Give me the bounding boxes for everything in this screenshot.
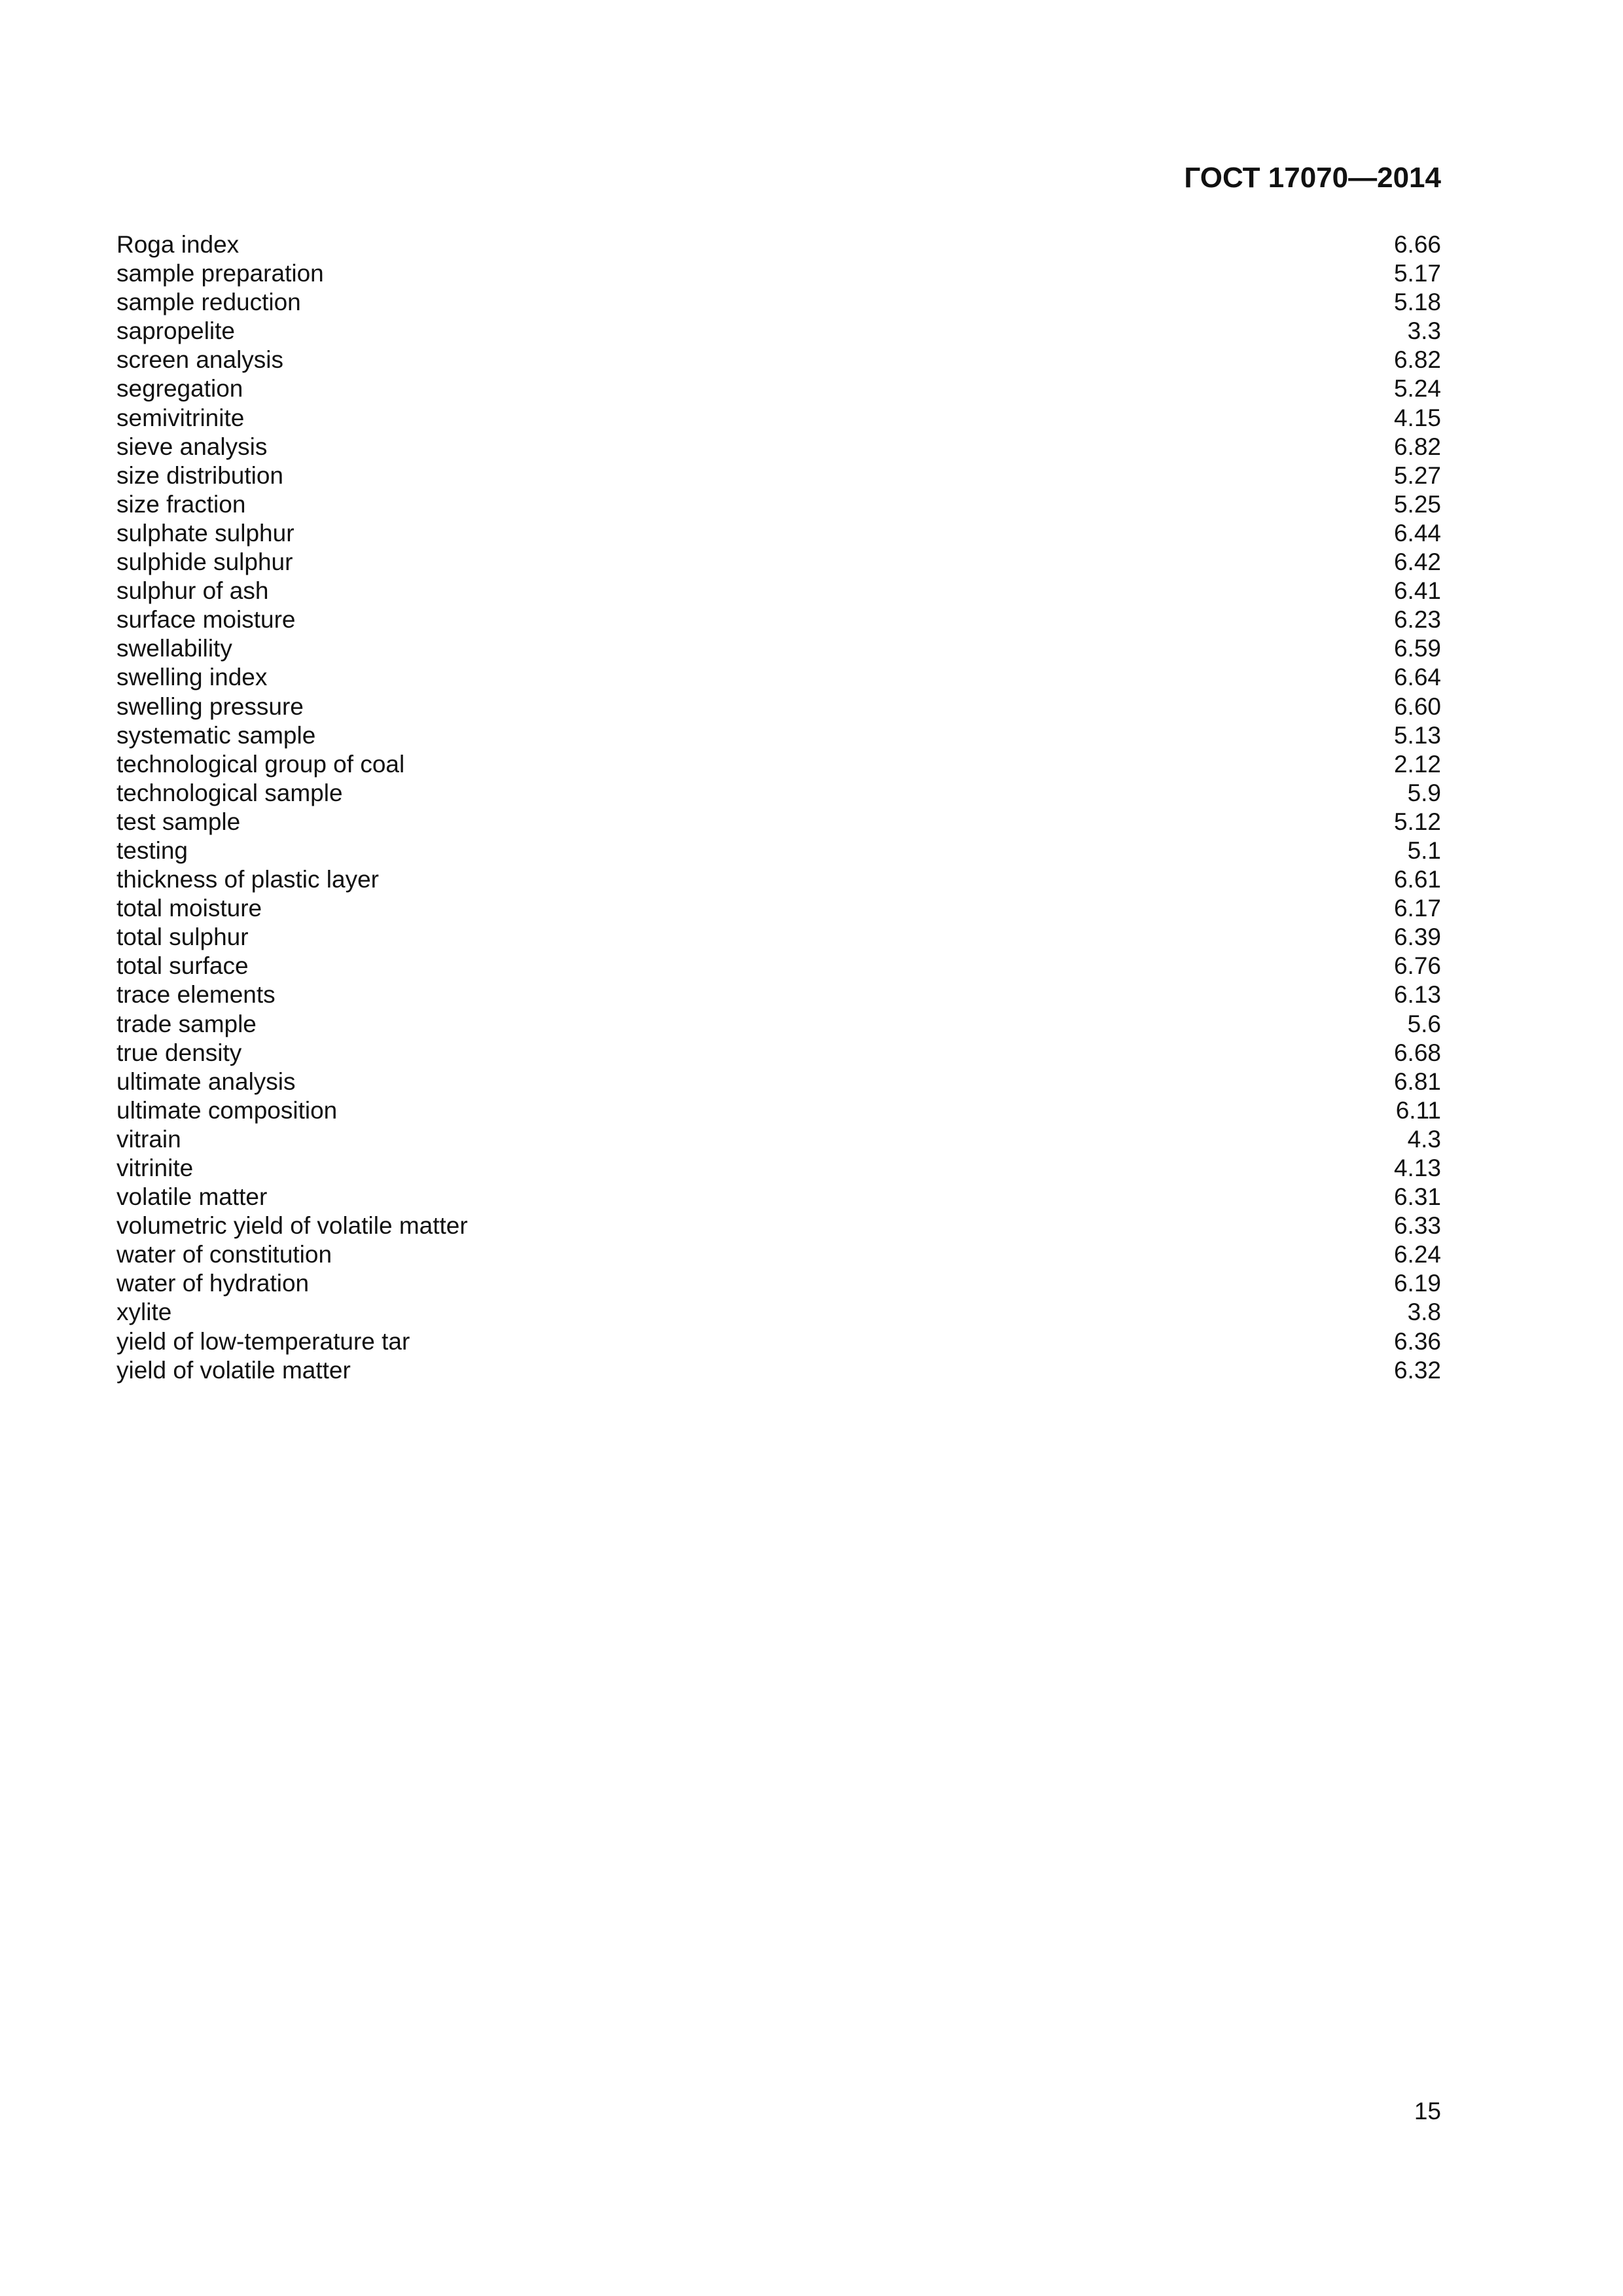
index-entry [116,1211,1441,1240]
index-entry [116,923,1441,952]
index-reference: 6.61 [1393,866,1441,893]
index-term: sulphide sulphur [116,548,293,576]
index-entry [116,1327,1441,1356]
index-term: water of hydration [116,1270,310,1297]
index-term: volumetric yield of volatile matter [116,1212,468,1240]
index-term: yield of volatile matter [116,1356,351,1384]
index-reference: 5.24 [1393,375,1441,403]
index-reference: 4.15 [1393,404,1441,431]
index-entry [116,1067,1441,1096]
index-reference: 6.82 [1393,346,1441,374]
index-reference: 3.8 [1407,1299,1441,1326]
index-reference: 6.36 [1393,1327,1441,1355]
index-reference: 6.24 [1393,1241,1441,1268]
index-term: size fraction [116,490,246,518]
index-reference: 6.39 [1393,924,1441,951]
index-term: ultimate composition [116,1096,338,1124]
index-term: technological sample [116,779,343,806]
index-term: total surface [116,952,249,980]
index-entry [116,721,1441,750]
index-term: screen analysis [116,346,284,374]
index-entry [116,663,1441,692]
index-entry [116,865,1441,894]
index-entry [116,548,1441,577]
index-reference: 6.59 [1393,635,1441,662]
index-entry [116,433,1441,461]
index-term: volatile matter [116,1183,268,1211]
index-reference: 5.17 [1393,260,1441,287]
index-entry [116,519,1441,548]
index-reference: 6.44 [1393,519,1441,547]
index-entry [116,1125,1441,1154]
index-term: test sample [116,808,241,835]
index-entry [116,461,1441,490]
index-term: testing [116,836,188,864]
index-entry [116,1356,1441,1385]
index-term: segregation [116,375,243,403]
index-term: yield of low-temperature tar [116,1327,410,1355]
index-reference: 5.1 [1407,836,1441,864]
index-term: sample reduction [116,289,301,316]
index-entry [116,605,1441,634]
index-term: technological group of coal [116,750,405,778]
index-reference: 6.68 [1393,1039,1441,1066]
index-reference: 6.17 [1393,895,1441,922]
index-term: Roga index [116,231,240,258]
index-reference: 6.60 [1393,692,1441,720]
index-entry [116,779,1441,808]
index-reference: 6.13 [1393,981,1441,1009]
index-entry [116,980,1441,1009]
index-entry [116,1298,1441,1327]
index-reference: 6.23 [1393,606,1441,634]
index-entry [116,808,1441,836]
index-reference: 6.11 [1395,1096,1441,1124]
index-entry [116,259,1441,288]
index-reference: 6.32 [1393,1356,1441,1384]
index-term: vitrain [116,1125,181,1153]
index-entry [116,374,1441,403]
index-reference: 5.27 [1393,461,1441,489]
index-reference: 5.9 [1407,779,1441,806]
index-entry [116,952,1441,980]
index-term: sieve analysis [116,433,268,460]
index-term: semivitrinite [116,404,245,431]
index-term: total sulphur [116,924,249,951]
index-term: trace elements [116,981,276,1009]
standard-code-header: ГОСТ 17070—2014 [1184,162,1441,194]
index-entry [116,1096,1441,1125]
index-term: trade sample [116,1010,257,1037]
index-term: swelling pressure [116,692,304,720]
index-term: true density [116,1039,242,1066]
index-entry [116,1183,1441,1211]
index-reference: 6.41 [1393,577,1441,605]
index-term: swelling index [116,664,268,691]
index-term: total moisture [116,895,262,922]
index-entry [116,577,1441,605]
index-entry [116,634,1441,663]
index-reference: 6.82 [1393,433,1441,460]
index-entry [116,317,1441,346]
index-entry [116,1039,1441,1067]
index-term: surface moisture [116,606,296,634]
index-entry [116,1240,1441,1269]
index-entry [116,230,1441,259]
index-reference: 6.76 [1393,952,1441,980]
index-entry [116,1010,1441,1039]
index-entry [116,404,1441,433]
index-term: ultimate analysis [116,1067,296,1095]
index-term: systematic sample [116,721,316,749]
index-entry [116,1154,1441,1183]
index-entry [116,288,1441,317]
index-entry [116,894,1441,923]
index-term: sulphur of ash [116,577,269,605]
index-term: sulphate sulphur [116,519,294,547]
index-reference: 5.12 [1393,808,1441,835]
index-reference: 6.64 [1393,664,1441,691]
page-number: 15 [1414,2098,1441,2125]
index-term: water of constitution [116,1241,332,1268]
index-term: swellability [116,635,232,662]
index-reference: 4.13 [1393,1155,1441,1181]
index-reference: 5.13 [1393,721,1441,749]
index-entry [116,1269,1441,1298]
index-reference: 6.19 [1393,1270,1441,1297]
index-term: thickness of plastic layer [116,866,380,893]
index-reference: 2.12 [1393,750,1441,778]
index-reference: 5.6 [1407,1010,1441,1037]
index-entry [116,692,1441,721]
index-reference: 6.33 [1393,1212,1441,1240]
index-reference: 3.3 [1407,317,1441,345]
index-term: xylite [116,1299,172,1326]
index-term: vitrinite [116,1155,194,1181]
index-reference: 6.66 [1393,231,1441,258]
index-entry [116,836,1441,865]
index-reference: 6.81 [1393,1067,1441,1095]
term-index-list [116,230,1441,1385]
index-entry [116,490,1441,519]
index-reference: 4.3 [1407,1125,1441,1153]
index-entry [116,750,1441,779]
index-reference: 5.18 [1393,289,1441,316]
index-term: size distribution [116,461,284,489]
index-term: sapropelite [116,317,236,345]
index-reference: 5.25 [1393,490,1441,518]
index-reference: 6.31 [1393,1183,1441,1211]
index-reference: 6.42 [1393,548,1441,576]
index-term: sample preparation [116,260,324,287]
index-entry [116,346,1441,374]
